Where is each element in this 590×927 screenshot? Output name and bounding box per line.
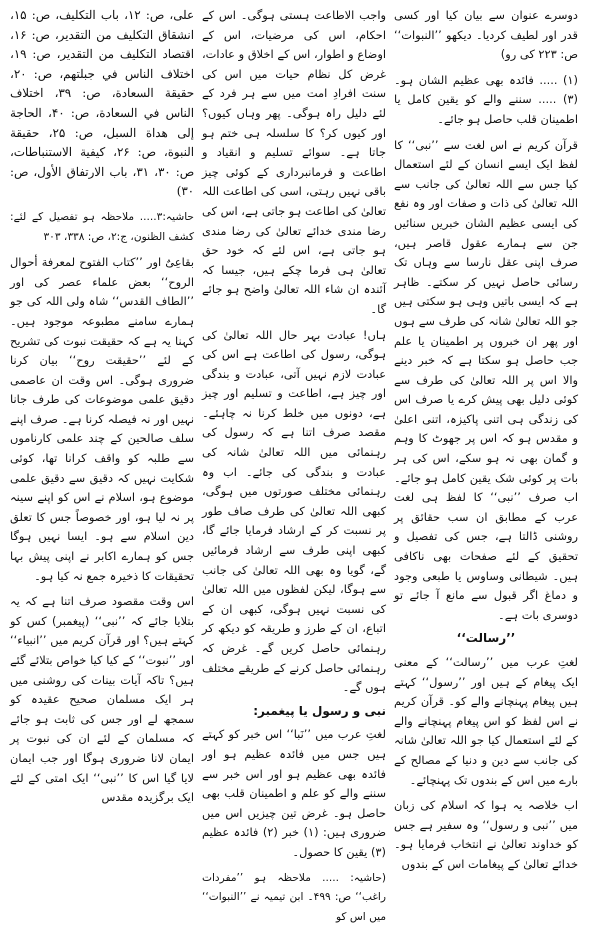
- paragraph: اس وقت مقصود صرف اتنا ہے کہ یہ بتلایا جائے کہ ’’نبی‘‘ (پیغمبر) کس کو کہتے ہیں؟ اور قرآن کریم میں ’’انبیاء‘‘ اور ’’نبوت‘‘ کے کیا کیا خواص بتلائے گئے ہیں؟ تاکہ آیات بینات کی روشنی میں ہر ایک مسلمان صحیح عقیدہ کو سمجھ لے اور جس کی ثابت ہو جائے کہ مسلمان کے لئے ان کی نبوت پر ایمان لانا ضروری ہوگا اور جب ایمان لایا گیا اس کا ’’نبی‘‘ ایک امتی کے لئے ایک برگزیدہ مقدس: [10, 594, 194, 805]
- text-column-middle: [198, 6, 390, 923]
- paragraph: علی، ص: ۱۲، باب التكليف، ص: ۱۵، انشقاق التكليف من التقدير، ص: ۱۶، اقتصاد التكليف من التقدير، ص: ۱۹، اختلاف الناس في جبلتهم، ص: ۲۰، حقيقة السعادة، ص: ۳۹، اختلاف الناس في السعادة، ص: ۴۰، الحاجة إلى هداة السبل، ص: ۲۵، حقيقة النبوة، ص: ۲۶، كيفية الاستنباطات، ص: ۳۰، ۳۱، باب الارتفاق الأول، ص: ۳۰): [10, 8, 194, 199]
- paragraph: لغتِ عرب میں ’’رسالت‘‘ کے معنی ایک پیغام کے ہیں اور ’’رسول‘‘ کہتے ہیں پیغام پہنچانے والے کو۔ قرآن کریم نے اس لفظ کو اس پیغام پہنچانے والے کے لئے استعمال کیا جو اللہ تعالیٰ شانہ کی جانب سے دین و دنیا کے مصالح کے بارے میں اس کے بندوں تک پہنچائے۔: [394, 655, 578, 787]
- paragraph: واجب الاطاعت ہستی ہوگی۔ اس کے احکام، اس کی مرضیات، اس کے اوضاع و اطوار، اس کے اخلاق و عادات، غرض کل نظام حیات میں اس کی سنت افرادِ امت میں سے ہر فرد کے لئے دلیل راہ ہوگی۔ پھر وہاں کیوں؟ اور کیوں کر؟ کا سلسلہ ہی ختم ہو جاتا ہے۔ سوائے تسلیم و انقیاد و اطاعت و فرمانبرداری کے کوئی چیز باقی نہیں رہتی، اسی کی اطاعت اللہ تعالیٰ کی اطاعت ہو جاتی ہے، اس کی رضا مندی خدائے تعالیٰ کی رضا مندی ہو جاتی ہے، اس لئے کہ خود حق تعالیٰ ہی فرما چکے ہیں، جیسا کہ آئندہ ان شاء اللہ تعالیٰ واضح ہو جائے گا۔: [202, 8, 386, 316]
- paragraph: (۱) ..... فائدہ بھی عظیم الشان ہو۔ (۳) ..... سننے والے کو یقین کامل یا اطمینان قلب حاصل ہو جائے۔: [394, 72, 578, 126]
- paragraph: اب خلاصہ یہ ہوا کہ اسلام کی زبان میں ’’نبی و رسول‘‘ وہ سفیر ہے جس کو خداوند تعالیٰ نے انتخاب فرمایا ہو۔ خدائے تعالیٰ کے پیغامات اس کے بندوں: [394, 798, 578, 871]
- paragraph: ہاں! عبادت بہر حال اللہ تعالیٰ کی ہوگی، رسول کی اطاعت ہے اس کی عبادت لازم نہیں آتی، عبادت و بندگی اور چیز ہے، اطاعت و تسلیم اور چیز ہے، دونوں میں خلط کرنا نہ چاہئے۔ مقصد صرف اتنا ہے کہ رسول کی رہنمائی میں اللہ تعالیٰ شانہ کی عبادت و بندگی کی جائے۔ اب وہ رہنمائی مختلف صورتوں میں ہوگی، کبھی اللہ تعالیٰ کی طرف صاف طور پر نسبت کر کے ارشاد فرمایا جائے گا، کبھی اپنی طرف سے ارشاد فرمائیں گے، گویا وہ بھی اللہ تعالیٰ کی جانب سے ہوگا، لیکن لفظوں میں اللہ تعالیٰ کی نسبت نہیں ہوگی، کبھی ان کے اتباع، ان کے طرز و طریقہ کو دیکھ کر رہنمائی حاصل کریں گے۔ غرض کہ رہنمائی حاصل کرنے کے طریقے مختلف ہوں گے۔: [202, 327, 386, 695]
- paragraph: قرآن کریم نے اس لغت سے ’’نبی‘‘ کا لفظ ایک ایسے انسان کے لئے استعمال کیا جس سے اللہ تعالیٰ کی جانب سے اللہ تعالیٰ کی ذات و صفات اور وہ نفع کی ایسی عظیم الشان خبریں سنائیں جن سے ہمارے عقول قاصر ہیں، صرف اپنی عقل نارسا سے وہاں تک رسائی حاصل نہیں کر سکتے۔ ظاہر ہے کہ ایسی باتیں وہی ہو سکتی ہیں جو اللہ تعالیٰ شانہ کی طرف سے ہوں اور پھر ان خبروں پر اطمینان یا علم جب حاصل ہو سکتا ہے کہ خبر دینے والا اس پر اللہ تعالیٰ کی طرف سے کوئی دلیل بھی پیش کرے یا صرف اس کی زندگی ہی اتنی پاکیزہ، اتنی اعلیٰ و مقدس ہو کہ اس پر جھوٹ کا وہم و گمان بھی نہ ہو سکے، اس کی ہر بات پر کوئی شک یقین کامل ہو جائے۔ اب صرف ’’نبی‘‘ کا لفظ ہی لغت عرب کے مطابق ان سب حقائق پر روشنی ڈالتا ہے، جس کی تفصیل و تحقیق کے لئے صفحات بھی ناکافی ہیں۔ شیطانی وساوس یا طبعی وجود و دماغ اگر قبول سے مانع آ جائے تو دوسری بات ہے۔: [394, 137, 578, 622]
- section-heading: ’’رسالت‘‘: [456, 631, 516, 646]
- section-heading: نبی و رسول یا پیغمبر:: [253, 703, 386, 718]
- paragraph: لغتِ عرب میں ’’نَبا‘‘ اس خبر کو کہتے ہیں جس میں فائدہ عظیم ہو اور فائدہ بھی عظیم ہو اور اس خبر سے سننے والے کو علم و اطمینان قلب بھی حاصل ہو۔ غرض تین چیزیں اس میں ضروری ہیں: (۱) خبر (۲) فائدہ عظیم (۳) یقین کا حصول۔: [202, 727, 386, 859]
- footnote: حاشیہ:۳..... ملاحظہ ہو تفصیل کے لئے: کشف الظنون، ج:۲، ص: ۳۳۸، ۳۰۳: [10, 210, 194, 243]
- text-column-right: [6, 6, 198, 805]
- footnote: (حاشیہ: ..... ملاحظہ ہو ’’مفردات راغب‘‘ ص: ۴۹۹۔ ابن تیمیہ نے ’’النبوات‘‘ میں اس کو: [202, 871, 386, 923]
- paragraph: دوسرے عنوان سے بیان کیا اور کسی قدر اور لطیف کردیا۔ دیکھو ’’النبوات‘‘ ص: ۲۲۳ کی رو): [394, 8, 578, 62]
- paragraph: بقاعِیٌ اور ’’كتاب الفتوح لمعرفة أحوال الروح‘‘ بعض علماء عصر کی اور ’’الطاف القدس‘‘ شاہ ولی اللہ کی جو ہمارے سامنے مطبوعہ موجود ہیں۔ کہنا یہ ہے کہ حقیقت نبوت کی تشریح کے لئے ’’حقیقت روح‘‘ بیان کرنا ضروری ہوگی۔ اس وقت ان عاصمی دقیق علمی موضوعات کی طرف جانا نہیں اور نہ فیصلہ کرنا ہے۔ صرف اپنے سلف صالحین کے چند علمی کارناموں سے طلبہ کو واقف کرانا تھا، کوئی شکایت نہیں کہ دقیق سے دقیق علمی موضوع ہو، اسلام نے اس کو اپنے سینہ پر نہ لیا ہو، اور خصوصاً جس کا تعلق دین اسلام سے ہو۔ ایسا نہیں ہوگا جس کو ہمارے اکابر نے اپنی پیش بہا تحقیقات کا ذخیرہ جمع نہ کیا ہو۔: [10, 255, 194, 583]
- text-column-left: [390, 6, 582, 871]
